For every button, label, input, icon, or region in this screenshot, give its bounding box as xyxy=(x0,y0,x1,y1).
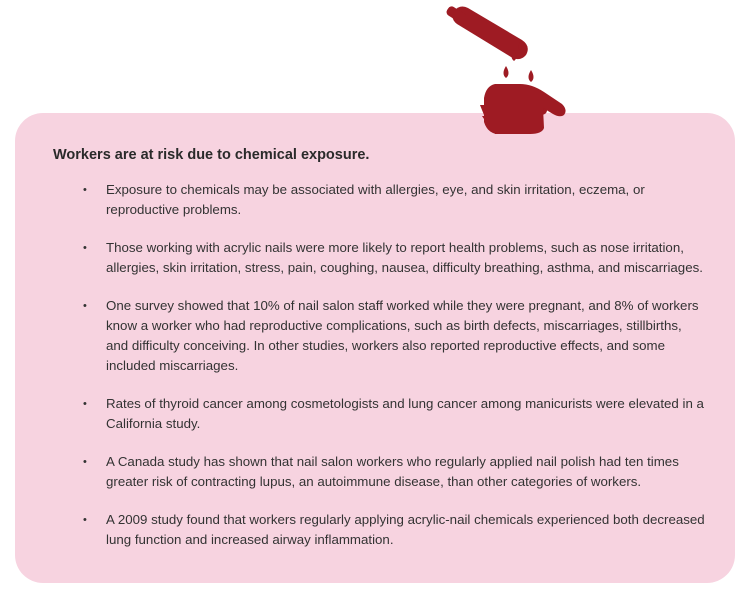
list-item-text: Exposure to chemicals may be associated with allergies, eye, and skin irritation, eczema, or reproductive problems. xyxy=(106,182,645,217)
panel-heading: Workers are at risk due to chemical exposure. xyxy=(53,147,370,163)
bullet-list xyxy=(53,180,705,550)
bullet-marker: • xyxy=(83,242,87,254)
list-item-text: A Canada study has shown that nail salon workers who regularly applied nail polish had ten times greater risk of contracting lupus, an autoimmune disease, than other categories of workers. xyxy=(106,454,679,489)
bullet-marker: • xyxy=(83,398,87,410)
list-item-text: Rates of thyroid cancer among cosmetologists and lung cancer among manicurists were elevated in a California study. xyxy=(106,396,704,431)
list-item-text: Those working with acrylic nails were more likely to report health problems, such as nose irritation, allergies, skin irritation, stress, pain, coughing, nausea, difficulty breathing, asthma, and miscarriages. xyxy=(106,240,703,275)
info-panel xyxy=(15,113,735,583)
list-item-text: A 2009 study found that workers regularly applying acrylic-nail chemicals experienced both decreased lung function and increased airway inflammation. xyxy=(106,512,705,547)
list-item xyxy=(53,510,705,550)
bullet-marker: • xyxy=(83,184,87,196)
list-item xyxy=(53,452,705,492)
bullet-marker: • xyxy=(83,456,87,468)
list-item xyxy=(53,296,705,376)
bullet-marker: • xyxy=(83,300,87,312)
list-item-text: One survey showed that 10% of nail salon staff worked while they were pregnant, and 8% of workers know a worker who had reproductive complications, such as birth defects, miscarriages, stillbirths, and difficulty conceiving. In other studies, workers also reported reproductive effects, and some included miscarriages. xyxy=(106,298,699,373)
list-item xyxy=(53,394,705,434)
list-item xyxy=(53,238,705,278)
bullet-marker: • xyxy=(83,514,87,526)
test-tube-dripping-on-hand-icon xyxy=(440,0,580,135)
list-item xyxy=(53,180,705,220)
